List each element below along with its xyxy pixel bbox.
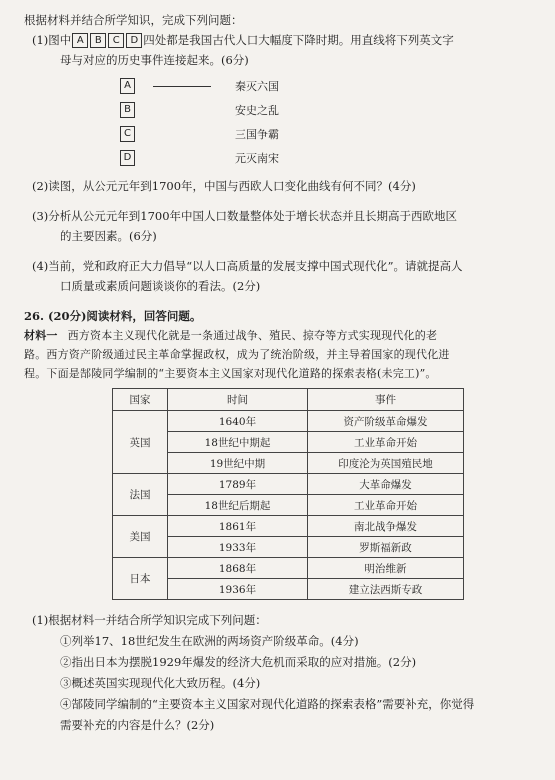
label-box-b: B xyxy=(90,33,106,48)
match-event: 元灭南宋 xyxy=(235,152,279,165)
event-cell: 工业革命开始 xyxy=(308,432,464,453)
match-event: 秦灭六国 xyxy=(235,80,279,93)
table-row xyxy=(113,516,464,537)
modernization-table xyxy=(112,388,464,600)
question-3-line1: (3)分析从公元元年到1700年中国人口数量整体处于增长状态并且长期高于西欧地区 xyxy=(32,209,458,223)
matching-row xyxy=(120,122,541,146)
material-line: 材料一 西方资本主义现代化就是一条通过战争、殖民、掠夺等方式实现现代化的老 xyxy=(24,329,438,342)
time-cell: 1936年 xyxy=(168,579,308,600)
event-cell: 大革命爆发 xyxy=(308,474,464,495)
time-cell: 19世纪中期 xyxy=(168,453,308,474)
match-event: 三国争霸 xyxy=(235,128,279,141)
subquestion-4-line1: ④郜陵同学编制的“主要资本主义国家对现代化道路的探索表格”需要补充，你觉得 xyxy=(60,697,475,711)
time-cell: 1789年 xyxy=(168,474,308,495)
label-box-c: C xyxy=(108,33,124,48)
match-letter-box: C xyxy=(120,126,135,142)
subquestion-4-line2: 需要补充的内容是什么？(2分) xyxy=(60,718,215,732)
table-row xyxy=(113,474,464,495)
subquestion-2: ②指出日本为摆脱1929年爆发的经济大危机而采取的应对措施。(2分) xyxy=(60,655,417,669)
label-box-d: D xyxy=(126,33,142,48)
event-cell: 建立法西斯专政 xyxy=(308,579,464,600)
table-header: 国家 xyxy=(113,389,168,411)
table-header-row xyxy=(113,389,464,411)
question-1-line2: 母与对应的历史事件连接起来。(6分) xyxy=(60,53,249,67)
table-row xyxy=(113,558,464,579)
time-cell: 1933年 xyxy=(168,537,308,558)
material-line: 程。下面是郜陵同学编制的“主要资本主义国家对现代化道路的探索表格(未完工)”。 xyxy=(24,367,437,380)
matching-list xyxy=(120,74,541,170)
label-box-a: A xyxy=(72,33,88,48)
question-26-title: 26. (20分)阅读材料，回答问题。 xyxy=(24,309,202,323)
event-cell: 罗斯福新政 xyxy=(308,537,464,558)
match-letter-box: D xyxy=(120,150,135,166)
event-cell: 明治维新 xyxy=(308,558,464,579)
subquestion-head: (1)根据材料一并结合所学知识完成下列问题： xyxy=(32,613,267,627)
event-cell: 南北战争爆发 xyxy=(308,516,464,537)
question-3-line2: 的主要因素。(6分) xyxy=(60,229,157,243)
material-label: 材料一 xyxy=(24,329,58,342)
q1-middle: 四处都是我国古代人口大幅度下降时期。用直线将下列英文字 xyxy=(143,33,454,47)
q1-prefix: (1)图中 xyxy=(32,33,72,47)
time-cell: 18世纪中期起 xyxy=(168,432,308,453)
matching-row xyxy=(120,146,541,170)
subquestion-3: ③概述英国实现现代化大致历程。(4分) xyxy=(60,676,261,690)
table-header: 时间 xyxy=(168,389,308,411)
country-cell: 法国 xyxy=(113,474,168,516)
country-cell: 英国 xyxy=(113,411,168,474)
question-4-line1: (4)当前，党和政府正大力倡导“以人口高质量的发展支撑中国式现代化”。请就提高人 xyxy=(32,259,463,273)
time-cell: 18世纪后期起 xyxy=(168,495,308,516)
time-cell: 1868年 xyxy=(168,558,308,579)
material-one xyxy=(24,326,541,383)
matching-row xyxy=(120,74,541,98)
question-1-line1 xyxy=(24,30,541,50)
question-4-line2: 口质量或素质问题谈谈你的看法。(2分) xyxy=(60,279,261,293)
country-cell: 美国 xyxy=(113,516,168,558)
match-event: 安史之乱 xyxy=(235,104,279,117)
table-row xyxy=(113,411,464,432)
event-cell: 印度沦为英国殖民地 xyxy=(308,453,464,474)
country-cell: 日本 xyxy=(113,558,168,600)
time-cell: 1861年 xyxy=(168,516,308,537)
match-letter-box: A xyxy=(120,78,135,94)
question-2: (2)读图，从公元元年到1700年，中国与西欧人口变化曲线有何不同？(4分) xyxy=(32,179,416,193)
event-cell: 资产阶级革命爆发 xyxy=(308,411,464,432)
matching-row xyxy=(120,98,541,122)
material-line: 路。西方资产阶级通过民主革命掌握政权，成为了统治阶级，并主导着国家的现代化进 xyxy=(24,348,450,361)
subquestion-1: ①列举17、18世纪发生在欧洲的两场资产阶级革命。(4分) xyxy=(60,634,359,648)
table-header: 事件 xyxy=(308,389,464,411)
event-cell: 工业革命开始 xyxy=(308,495,464,516)
match-letter-box: B xyxy=(120,102,135,118)
intro-text: 根据材料并结合所学知识，完成下列问题： xyxy=(24,13,243,27)
time-cell: 1640年 xyxy=(168,411,308,432)
connecting-line xyxy=(153,86,211,87)
